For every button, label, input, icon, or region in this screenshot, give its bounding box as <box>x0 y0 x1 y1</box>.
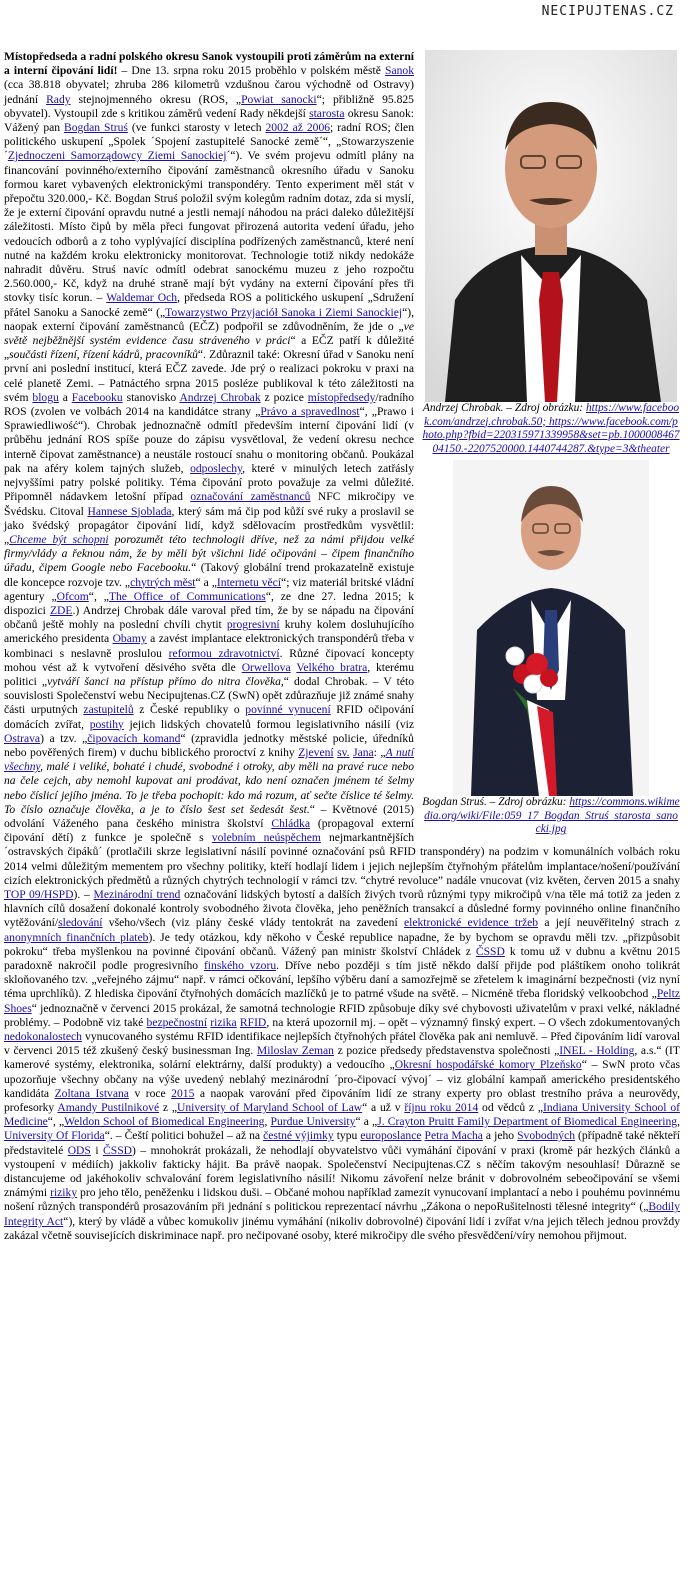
link-weldon[interactable]: Weldon School of Biomedical Engineering <box>64 1115 265 1129</box>
link-neuspech[interactable]: volebním neúspěchem <box>211 831 321 845</box>
link-pustilnikova[interactable]: Amandy Pustilnikové <box>57 1101 160 1115</box>
link-zastupitelu[interactable]: zastupitelů <box>83 703 134 717</box>
link-peltz[interactable]: Peltz Shoes <box>4 987 680 1015</box>
link-mistopredsedy[interactable]: místopředsedy <box>307 390 376 404</box>
figure-caption <box>422 402 680 456</box>
link-bodily-integrity-act[interactable]: Bodily Integrity Act <box>4 1200 680 1228</box>
link-anonymnich[interactable]: anonymních finančních plateb <box>4 930 149 944</box>
link-postihy[interactable]: postihy <box>89 717 124 731</box>
link-top09[interactable]: TOP 09/HSPD <box>4 887 74 901</box>
link-2015[interactable]: 2015 <box>171 1086 195 1100</box>
link-indiana[interactable]: Indiana University School of Medicine <box>4 1101 680 1129</box>
link-internetu-veci[interactable]: Internetu věcí <box>216 575 282 589</box>
text: z „ <box>159 1101 177 1115</box>
text: jejich lidských chovatelů formou legislativního násilí (viz <box>123 717 414 731</box>
text: . Dříve nebo později s tím jistě někdo další přijde pod pláštíkem onoho tolikrát skloňovaného tzv. „veřejného zájmu“ např. v rámci očkování, lepšího výběru daní a samozřejmě se zřetelem k imaginární bezpečnosti (viz nyní téma uprchlíků). Z hlediska čipování čtyřnohých domácích mazlíčků je to patrné všude na světě. – Nicméně třeba floridský velkoobchod „ <box>4 959 680 1001</box>
text: “ a „ <box>195 575 217 589</box>
text: ). – <box>73 887 94 901</box>
link-pis[interactable]: Právo a spravedlnost <box>260 405 360 419</box>
link-svobodnych[interactable]: Svobodných <box>517 1129 576 1143</box>
figure-caption <box>422 796 680 837</box>
text: “. Zdůraznil také: Okresní úřad v Sanoku není první ani poslední institucí, která EČZ zavede. Jde prý o realizaci pokroku v praxi na celé planetě Zemi. – Patnáctého srpna 2015 posléze publikoval k této záležitosti na svém <box>4 348 414 404</box>
text: i <box>90 1143 104 1157</box>
text: “, „ <box>47 1115 65 1129</box>
figure-strus <box>422 460 680 837</box>
text: (ve funkci starosty v letech <box>127 121 266 135</box>
link-orwell[interactable]: Orwellova <box>241 660 291 674</box>
text: , <box>677 1115 680 1129</box>
link-sv[interactable]: sv. <box>337 745 350 759</box>
link-europoslance[interactable]: europoslance <box>360 1129 422 1143</box>
link-oznacovani[interactable]: označování zaměstnanců <box>190 490 311 504</box>
quote: porozumět této technologii dříve, než za námi přijdou velké firmy/vlády a řeknou nám, že by měli být všichni lidé očipováni – čipem finančního úřadu, čipem Google nebo Facebooku. <box>4 532 414 575</box>
link-cssd-2[interactable]: ČSSD <box>103 1143 133 1157</box>
link-purdue[interactable]: Purdue University <box>270 1115 356 1129</box>
text: stejnojmenného okresu (ROS, „ <box>70 92 242 106</box>
link-mezinarodni[interactable]: Mezinárodní trend <box>93 887 181 901</box>
link-years[interactable]: 2002 až 2006 <box>265 121 331 135</box>
link-starosta[interactable]: starosta <box>309 106 345 120</box>
text: : „ <box>373 745 386 759</box>
link-towarzystwo[interactable]: Towarzystwo Przyjaciół Sanoka i Ziemi Sanockiej <box>165 305 403 319</box>
text: a jeho <box>482 1129 518 1143</box>
text: , na která upozornil mj. – opět – významný finský expert. – O všech zdokumentovaných <box>266 1015 680 1029</box>
text: “. – Čeští politici bohužel – až na <box>104 1129 264 1143</box>
link-office[interactable]: The Office of Communications <box>108 589 266 603</box>
link-reforma[interactable]: reformou zdravotnictví <box>168 646 280 660</box>
link-sanok[interactable]: Sanok <box>385 64 414 78</box>
text: /radního ROS (zvolen ve volbách 2014 na kandidátce strany „ <box>4 390 415 419</box>
text: , který sám má čip pod kůží své ruky a proslavil se jako švédský propagátor čipování lidí, když sdělovacím prostředkům vysvětlil: „ <box>4 504 415 546</box>
link-chladka[interactable]: Chládka <box>271 816 310 830</box>
text: , předseda ROS a politického uskupení „Sdružení přátel Sanoku a Sanocké země“ („ <box>4 291 415 319</box>
text: ). Je tedy otázkou, kdy někoho v České republice napadne, že by bychom se opravdu měli tzv. „přizpůsobit pokroku“ třeba myšlenkou na povinné čipování občanů. Vážený pan ministr školství Chládek z <box>4 930 680 958</box>
link-cssd[interactable]: ČSSD <box>475 944 505 958</box>
link-finskeho[interactable]: finského vzoru <box>203 959 277 972</box>
text: “ a už v <box>362 1101 405 1115</box>
text: označování lidských bytostí a dalších živých tvorů různými typy mikročipů v/na těle má totiž za jeden z hlavních cílů dosažení dokonalé kontroly svobodného života člověka, jeho peněžních transakcí a důsledné formy povinného online finančního vytěžování/ <box>4 887 680 930</box>
text: , které v minulých letech zatřásly nejvyššími patry polské politiky. Téma čipování proto považuje za velmi důležité. Připomněl nádavkem letošní případ <box>4 461 414 504</box>
text: pro jeho tělo, peněženku i lidskou duši. – Občané mohou například zamezit vynucovaní implantací a nebo i pouhému povinnému nošení různých transpondérů prosazováním při jednání s politickou reprezentací návrhu „Zákona o nepoRušitelnosti tělesné integrity“ („ <box>4 1186 680 1214</box>
link-och[interactable]: Waldemar Och <box>106 291 178 305</box>
text: , <box>264 1115 271 1129</box>
link-hannes[interactable]: Hannese Sjoblada <box>87 504 172 518</box>
caption-link[interactable]: https://www.facebook.com/andrzej.chrobak.50; https://www.facebook.com/photo.php?fbid=220315971339958&set=pb.100000846704150.-2207520000.1440744287.&type=3&theater <box>422 402 680 455</box>
text: NFC mikročipy ve Švédsku. Citoval <box>4 490 414 518</box>
text: (cca 38.818 obyvatel; zhruba 286 kilometrů vzdušnou čarou východně od Ostravy) jednání <box>4 78 414 106</box>
link-zjeveni[interactable]: Zjevení <box>298 745 334 759</box>
text: vynucovaného systému RFID identifikace nejlepších čtyřnohých přátel člověka pak ani nemluvě. – Před čipováním lidí varoval v červenci 2015 též zkušený český businessman Ing. <box>4 1030 680 1058</box>
link-inel[interactable]: INEL - Holding <box>559 1044 635 1058</box>
text: ) – mnohokrát prokázali, že nehodlají obyvatelstvo vůči vymáhání čipování v praxi (kromě pár hezkých článků a vystoupení v médiích) jakkoliv fakticky hájit. Ba právě naopak. Společenství Necipujtenas.CZ s něčím takovým nesouhlasí! Důrazně se distancujeme od jakéhokoliv schvalování forem legislativního násilí! Nikomu závoření nelze bránit v dobrovolném sebeočipování se všemi známými <box>4 1143 680 1200</box>
text: ; radní ROS; člen politického uskupení „Spolek ´Spojení zastupitelé Sanocké země´“, „Stowarzyszenie ´ <box>4 121 414 163</box>
text: ´“). Ve svém projevu odmítl plány na financování povinného/externího čipování zaměstnanců okresního úřadu v Sanoku formou karet vybavených elektronickými transpondéry. Tento experiment měl stát v přepočtu 320.000,- Kč. Bogdan Struś položil svým kolegům radním dotaz, zda si myslí, že je externí čipování opravdu nutné a jestli nemají náhodou na práci daleko důležitější záležitosti. Místo čipů by měla přeci fungovat přirozená autorita vedení úřadu, jeho vedoucích odborů a z toho vyplývající disciplína podřízených zaměstnanců, které není nutné na každém kroku elektronicky monitorovat. Technologie totiž nikdy nedokáže nahradit důvěru. Struś navíc odmítl odebrat sanockému muzeu z jeho rozpočtu 2.560.000,- Kč, když na druhé straně mají být vydány na externí čipování přes tři stovky tisíc korun. – <box>4 149 414 305</box>
text: “; přibližně 95.825 obyvatel). Vystoupil zde s kritikou záměrů vedení Rady někdejší <box>4 92 414 120</box>
text: všeho/všech (viz plány české vlády tentokrát na zavedení <box>102 916 404 930</box>
text: “), naopak externí čipování zaměstnanců (EČZ) podpořil se zdůvodněním, že jde o „ <box>4 305 414 333</box>
link-ods[interactable]: ODS <box>67 1143 91 1157</box>
photo-bogdan-strus <box>453 460 649 796</box>
link-odposlechy[interactable]: odposlechy <box>190 461 243 475</box>
text: “ (Takový globální trend prokazatelně existuje dle koncepce rozvoje tzv. „ <box>4 561 415 589</box>
link-strus[interactable]: Bogdan Struś <box>64 121 128 135</box>
text: , kterému politici „ <box>4 660 414 688</box>
link-eet[interactable]: elektronické evidence tržeb <box>403 916 539 930</box>
link-okresni-komora[interactable]: Okresní hospodářské komory Plzeňsko <box>394 1058 582 1072</box>
caption-link[interactable]: https://commons.wikimedia.org/wiki/File:059_17_Bogdan_Struś_starosta_sanocki.jpg <box>424 796 680 835</box>
text: “ (zpravidla jednotky městské policie, úředníků nebo pověřených firem) v duchu biblického proroctví z knihy <box>4 731 414 759</box>
link-zeman[interactable]: Miloslav Zeman <box>256 1044 334 1058</box>
site-name: NECIPUJTENAS.CZ <box>541 4 674 19</box>
link-pruitt[interactable]: J. Crayton Pruitt Family Department of Biomedical Engineering <box>377 1115 678 1129</box>
text: . Různé čipovací koncepty mohou vést až k vytvoření děsivého světa dle <box>4 646 415 674</box>
text: “; viz materiál britské vládní agentury „ <box>4 575 414 603</box>
link-bezpecnostni[interactable]: bezpečnostní <box>146 1015 208 1029</box>
link-riziky[interactable]: riziky <box>50 1186 78 1200</box>
text: “ a „ <box>355 1115 378 1129</box>
caption-text: Andrzej Chrobak. – Zdroj obrázku: <box>422 402 586 414</box>
text: , a.s.“ (IT kamerové systémy, elektronika, solární elektrárny, další produkty) a vedoucího „ <box>4 1044 680 1072</box>
text: od vědců z „ <box>478 1101 544 1115</box>
text: .) Andrzej Chrobak dále varoval před tím, že by se nápadu na čipování občanů ještě mohly na poslední chvíli chytit <box>4 603 414 632</box>
link-komand[interactable]: čipovacích komand <box>87 731 181 745</box>
text: z pozice předsedy představenstva společnosti „ <box>333 1044 560 1058</box>
article <box>4 50 680 1243</box>
link-obamy[interactable]: Obamy <box>112 632 147 646</box>
link-umd[interactable]: University of Maryland School of Law <box>176 1101 363 1115</box>
caption-text: Bogdan Struś. – Zdroj obrázku: <box>422 796 570 808</box>
text: “ dodal Chrobak. – V této souvislosti Společenství webu Necipujtenas.CZ (SwN) opět zdůrazňuje již známé snahy části urputných <box>4 674 415 717</box>
text: a naopak varování před čipováním lidí ze strany experty pro oblast trestního práva a neurovědy, profesorky <box>4 1086 680 1115</box>
link-velky-bratr[interactable]: Velkého bratra <box>296 660 368 674</box>
text: z pozice <box>260 390 308 404</box>
link-chytrych-mest[interactable]: chytrých měst <box>130 575 196 589</box>
text: kruhy kolem dosluhujícího amerického presidenta <box>4 618 414 646</box>
link-blog[interactable]: blogu <box>32 390 59 404</box>
text: (případně také někteří představitelé <box>4 1129 681 1157</box>
link-progresivni[interactable]: progresivní <box>226 618 280 632</box>
link-zde[interactable]: ZDE <box>49 603 73 617</box>
link-macha[interactable]: Petra Macha <box>424 1129 483 1143</box>
link-nedokonalostech[interactable]: nedokonalostech <box>4 1030 82 1044</box>
text: “ – Květnové (2015) odvolání Váženého pana českého ministra školství <box>4 802 414 830</box>
link-rady[interactable]: Rady <box>46 92 71 106</box>
link-powiat[interactable]: Powiat sanocki <box>241 92 317 106</box>
text: v roce <box>128 1086 172 1100</box>
text: (propagoval externí čipování dětí) z funkce je společně s <box>4 816 414 845</box>
text: “ a EČZ patří k důležité „ <box>4 334 415 362</box>
link-chceme[interactable]: Chceme být schopni <box>9 532 109 546</box>
link-rizika[interactable]: rizika <box>210 1015 237 1029</box>
link-zjednoczeni[interactable]: Zjednoczeni Samorządowcy Ziemi Sanockiej <box>7 149 227 163</box>
text: “, „ <box>88 589 109 603</box>
link-rijen[interactable]: říjnu roku 2014 <box>404 1101 479 1115</box>
photo-andrzej-chrobak <box>425 50 677 402</box>
link-ofcom[interactable]: Ofcom <box>56 589 89 603</box>
text: z České republiky o <box>133 703 246 717</box>
text: a její neuvěřitelný strach z <box>538 916 680 930</box>
link-facebook[interactable]: Facebooku <box>71 390 123 404</box>
link-cestne-vyjimky[interactable]: čestné výjimky <box>263 1129 334 1143</box>
link-ostrava[interactable]: Ostrava <box>4 731 41 745</box>
text: stanovisko <box>122 390 180 404</box>
text: “, „Prawo i Sprawiedliwość“). Chrobak jednoznačně odmítl především interní čipování lidí (v průběhu jednání ROS spíše pouze do zápisu vysvětloval, že vedení okresu nechce interně čipovat zaměstnance) a neustále rostoucí snahu o monitoring občanů. Poukázal pak na aféry kolem tajných služeb, <box>4 405 414 475</box>
link-istvan[interactable]: Zoltana Istvana <box>54 1086 129 1100</box>
link-povinne[interactable]: povinné vynucení <box>245 703 331 717</box>
quote: vytváří šanci na přístup přímo do nitra člověka, <box>47 674 284 688</box>
link-sledovani[interactable]: sledování <box>58 916 103 930</box>
text: a <box>58 390 72 404</box>
text: a zavést implantace elektronických transpondérů třeba v kombinaci s neslavně proslulou <box>4 632 414 660</box>
link-jana[interactable]: Jana <box>353 745 374 759</box>
link-vsechny[interactable]: A nutí všechny <box>4 745 414 774</box>
text: “), který by vládě a vůbec komukoliv jinému vymáhání (nikoliv dobrovolné) čipování lidí i zvířat v/na jejich tělech jednou provždy zakázal včetně souvisejících diskriminace např. pro nečipované osoby, které mikročipy dle svého přesvědčení/víry nemohou přijmout. <box>4 1214 681 1242</box>
link-florida[interactable]: University Of Florida <box>4 1129 105 1143</box>
quote: součásti řízení, řízení kádrů, pracovníků <box>9 348 198 362</box>
text: ) a tzv. „ <box>40 731 88 745</box>
link-rfid[interactable]: RFID <box>239 1015 267 1029</box>
text: RFID očipování domácích zvířat, <box>4 703 414 731</box>
text: okresu Sanok: Vážený pan <box>4 106 414 135</box>
article-lead: Místopředseda a radní polského okresu Sanok vystoupili proti záměrům na externí a interní čipování lidí! <box>4 50 414 78</box>
quote: ve světě nejběžnější systém evidence času stráveného v práci <box>4 319 414 348</box>
text: “ jednoznačně v červenci 2015 prokázal, že samotná technologie RFID způsobuje díky své chybovosti uživatelům v praxi velké, nákladné problémy. – Podobně viz také <box>4 1001 680 1029</box>
text: typu <box>333 1129 361 1143</box>
figure-chrobak <box>422 50 680 456</box>
quote: , malé i veliké, bohaté i chudé, svobodné i otroky, aby měli na pravé ruce nebo na čele cejch, aby nemohl kupovat ani prodávat, kdo není označen jménem té šelmy nebo číslicí jejího jména. To je třeba pochopit: kdo má rozum, ať sečte číslice té šelmy. To číslo označuje člověka, a je to číslo šest set šedesát šest. <box>4 760 414 816</box>
text: – Dne 13. srpna roku 2015 proběhlo v polském městě <box>117 64 386 78</box>
link-chrobak[interactable]: Andrzej Chrobak <box>179 390 261 404</box>
text: nejmarkantnějších ´ostravských čipáků´ (protlačili skrze legislativní násilí povinné označování psů RFID transpondéry) na podzim v komunálních volbách roku 2014 velmi důležitým mementem pro všechny politiky, kteří hodlají lidem i jejich nejlepším čtyřnohým přátelům implantace/nošení/používání cizích elektronických předmětů a různých chytrých technologií v rámci tzv. “chytré revoluce” nadále vnucovat (viz květen, červen 2015 a snahy <box>4 831 680 887</box>
text: “ – SwN proto včas upozorňuje všechny občany na výše uvedený neblahý mezinárodní ´pro-čipovací vývoj´ – viz globální kampaň amerického presidentského kandidáta <box>4 1058 680 1100</box>
text: “, ze dne 27. ledna 2015; k dispozici <box>4 589 414 617</box>
text: k tomu už v dubnu a květnu 2015 paradoxně nakročil podle progresivního <box>4 944 680 972</box>
